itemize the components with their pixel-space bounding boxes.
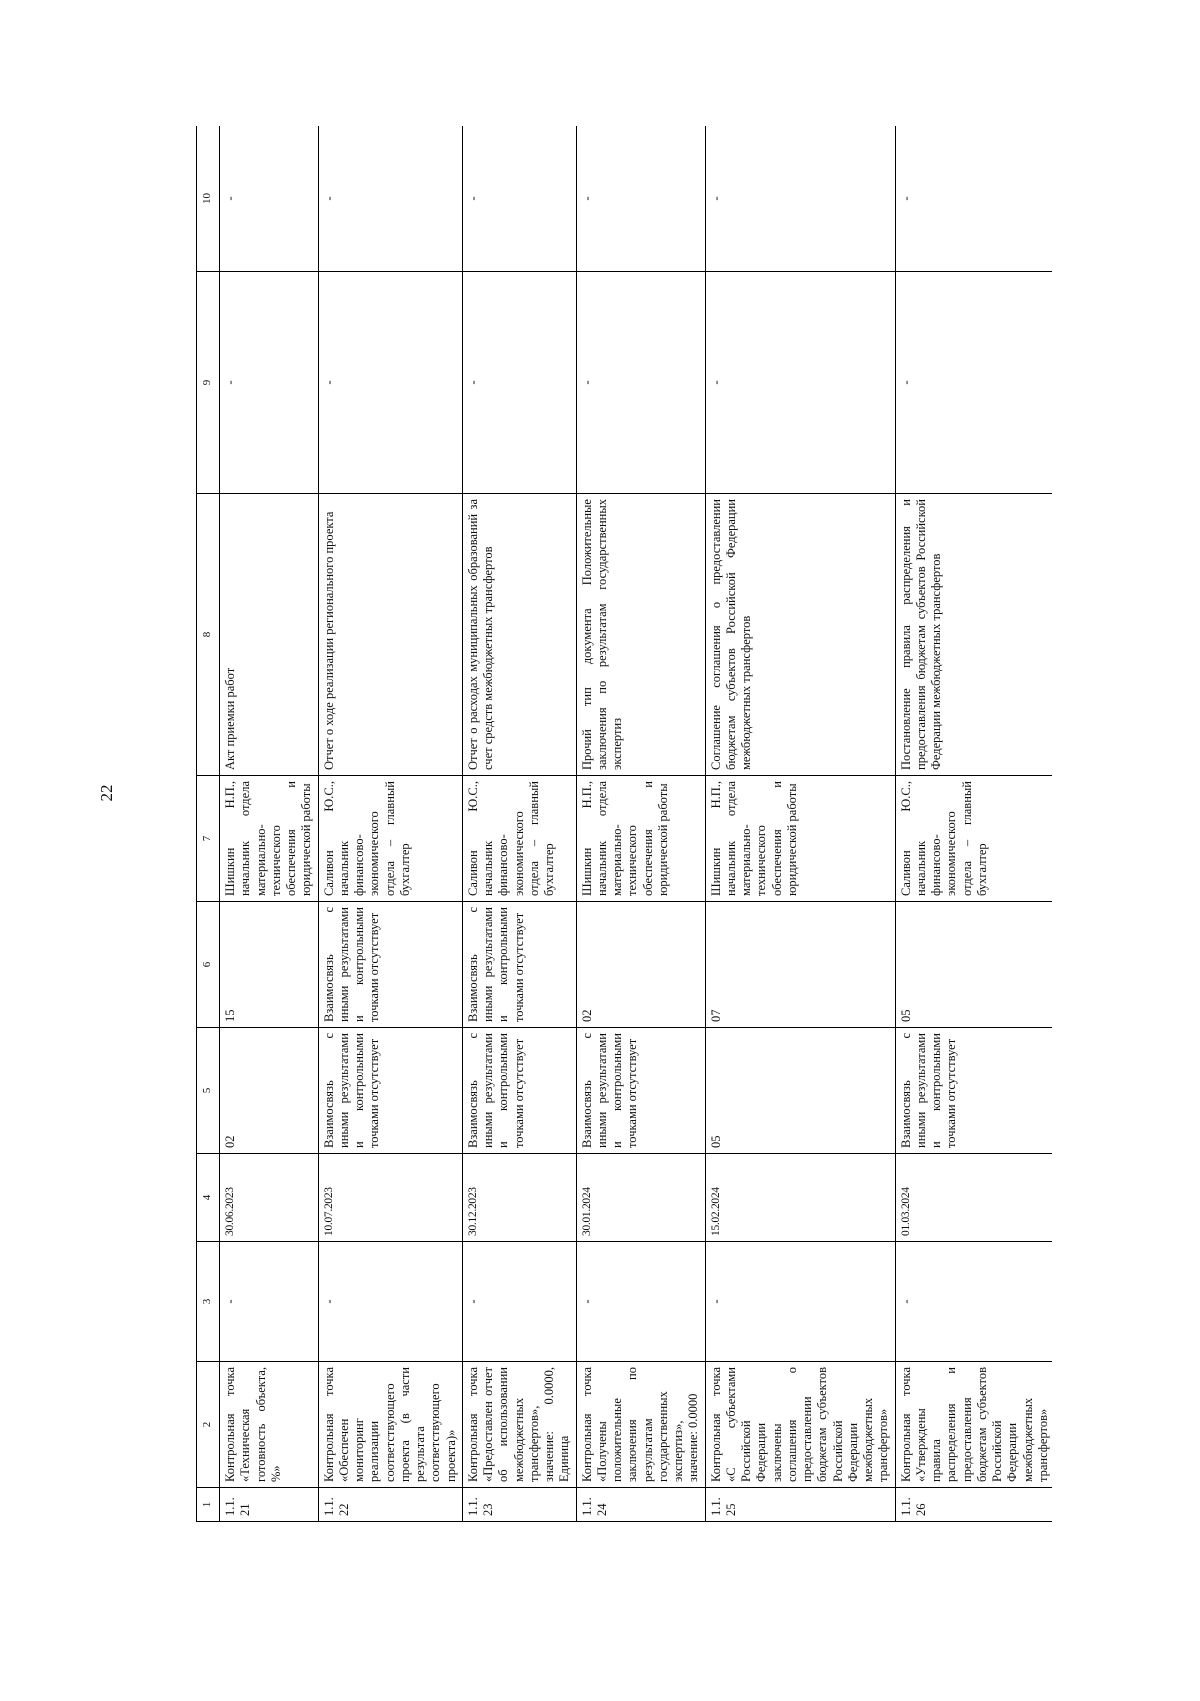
col10-cell: - bbox=[705, 126, 895, 272]
control-point-name-cell: Контрольная точка «Утверждены правила распределения и предоставления бюджетам субъектов Российской Федерации межбюджетных трансфертов» bbox=[895, 1362, 1052, 1488]
row-number-cell: 1.1.24 bbox=[576, 1488, 705, 1522]
col9-cell: - bbox=[705, 272, 895, 494]
document-cell: Акт приемки работ bbox=[220, 494, 319, 776]
header-cell: 8 bbox=[197, 494, 220, 776]
table-row bbox=[220, 126, 319, 1522]
col6-cell: 07 bbox=[705, 902, 895, 1028]
col3-cell: - bbox=[705, 1242, 895, 1362]
col5-cell: Взаимосвязь с иными результатами и контрольными точками отсутствует bbox=[576, 1028, 705, 1154]
date-cell: 10.07.2023 bbox=[318, 1154, 462, 1242]
date-cell: 01.03.2024 bbox=[895, 1154, 1052, 1242]
col9-cell: - bbox=[462, 272, 576, 494]
document-cell: Соглашение соглашения о предоставлении бюджетам субъектов Российской Федерации межбюджетных трансфертов bbox=[705, 494, 895, 776]
col10-cell: - bbox=[895, 126, 1052, 272]
table-frame bbox=[196, 126, 1052, 1522]
row-number-cell: 1.1.23 bbox=[462, 1488, 576, 1522]
control-point-name-cell: Контрольная точка «Техническая готовность объекта, %» bbox=[220, 1362, 319, 1488]
col5-cell: 02 bbox=[220, 1028, 319, 1154]
header-cell: 9 bbox=[197, 272, 220, 494]
header-cell: 6 bbox=[197, 902, 220, 1028]
responsible-cell: Шишкин Н.П., начальник отдела материально-технического обеспечения и юридической работы bbox=[576, 776, 705, 902]
control-points-table bbox=[196, 126, 1052, 1522]
responsible-cell: Саливон Ю.С., начальник финансово-экономического отдела – главный бухгалтер bbox=[895, 776, 1052, 902]
col9-cell: - bbox=[220, 272, 319, 494]
header-cell: 7 bbox=[197, 776, 220, 902]
row-number-cell: 1.1.26 bbox=[895, 1488, 1052, 1522]
col5-cell: Взаимосвязь с иными результатами и контрольными точками отсутствует bbox=[895, 1028, 1052, 1154]
col10-cell: - bbox=[318, 126, 462, 272]
col3-cell: - bbox=[318, 1242, 462, 1362]
date-cell: 15.02.2024 bbox=[705, 1154, 895, 1242]
table-row bbox=[462, 126, 576, 1522]
col5-cell: Взаимосвязь с иными результатами и контрольными точками отсутствует bbox=[462, 1028, 576, 1154]
control-point-name-cell: Контрольная точка «Обеспечен мониторинг реализации соответствующего проекта (в части результата соответствующего проекта)» bbox=[318, 1362, 462, 1488]
col9-cell: - bbox=[895, 272, 1052, 494]
table-row bbox=[705, 126, 895, 1522]
header-cell: 2 bbox=[197, 1362, 220, 1488]
row-number-cell: 1.1.22 bbox=[318, 1488, 462, 1522]
col9-cell: - bbox=[576, 272, 705, 494]
row-number-cell: 1.1.25 bbox=[705, 1488, 895, 1522]
header-cell: 10 bbox=[197, 126, 220, 272]
col5-cell: 05 bbox=[705, 1028, 895, 1154]
col3-cell: - bbox=[220, 1242, 319, 1362]
document-cell: Прочий тип документа Положительные заключения по результатам государственных экспертиз bbox=[576, 494, 705, 776]
control-point-name-cell: Контрольная точка «С субъектами Российской Федерации заключены соглашения о предоставлении бюджетам субъектов Российской Федерации межбюджетных трансфертов» bbox=[705, 1362, 895, 1488]
col6-cell: 02 bbox=[576, 902, 705, 1028]
header-cell: 1 bbox=[197, 1488, 220, 1522]
header-cell: 5 bbox=[197, 1028, 220, 1154]
document-cell: Отчет о расходах муниципальных образований за счет средств межбюджетных трансфертов bbox=[462, 494, 576, 776]
page-number: 22 bbox=[97, 784, 116, 802]
col5-cell: Взаимосвязь с иными результатами и контрольными точками отсутствует bbox=[318, 1028, 462, 1154]
rotated-table-container bbox=[196, 126, 1052, 1522]
col3-cell: - bbox=[576, 1242, 705, 1362]
row-number-cell: 1.1.21 bbox=[220, 1488, 319, 1522]
header-cell: 4 bbox=[197, 1154, 220, 1242]
col9-cell: - bbox=[318, 272, 462, 494]
header-cell: 3 bbox=[197, 1242, 220, 1362]
responsible-cell: Саливон Ю.С., начальник финансово-экономического отдела – главный бухгалтер bbox=[462, 776, 576, 902]
table-row bbox=[318, 126, 462, 1522]
control-point-name-cell: Контрольная точка «Предоставлен отчет об использовании межбюджетных трансфертов», значение: 0.0000, Единица bbox=[462, 1362, 576, 1488]
col6-cell: Взаимосвязь с иными результатами и контрольными точками отсутствует bbox=[318, 902, 462, 1028]
date-cell: 30.06.2023 bbox=[220, 1154, 319, 1242]
col10-cell: - bbox=[576, 126, 705, 272]
col10-cell: - bbox=[220, 126, 319, 272]
responsible-cell: Шишкин Н.П., начальник отдела материально-технического обеспечения и юридической работы bbox=[705, 776, 895, 902]
header-row bbox=[197, 126, 220, 1522]
table-row bbox=[895, 126, 1052, 1522]
responsible-cell: Шишкин Н.П., начальник отдела материально-технического обеспечения и юридической работы bbox=[220, 776, 319, 902]
date-cell: 30.01.2024 bbox=[576, 1154, 705, 1242]
responsible-cell: Саливон Ю.С., начальник финансово-экономического отдела – главный бухгалтер bbox=[318, 776, 462, 902]
col10-cell: - bbox=[462, 126, 576, 272]
col6-cell: 05 bbox=[895, 902, 1052, 1028]
col6-cell: 15 bbox=[220, 902, 319, 1028]
col6-cell: Взаимосвязь с иными результатами и контрольными точками отсутствует bbox=[462, 902, 576, 1028]
date-cell: 30.12.2023 bbox=[462, 1154, 576, 1242]
control-point-name-cell: Контрольная точка «Получены положительные заключения по результатам государственных экспертиз», значение: 0.0000 bbox=[576, 1362, 705, 1488]
col3-cell: - bbox=[895, 1242, 1052, 1362]
col3-cell: - bbox=[462, 1242, 576, 1362]
table-row bbox=[576, 126, 705, 1522]
document-cell: Постановление правила распределения и предоставления бюджетам субъектов Российской Федерации межбюджетных трансфертов bbox=[895, 494, 1052, 776]
document-cell: Отчет о ходе реализации регионального проекта bbox=[318, 494, 462, 776]
